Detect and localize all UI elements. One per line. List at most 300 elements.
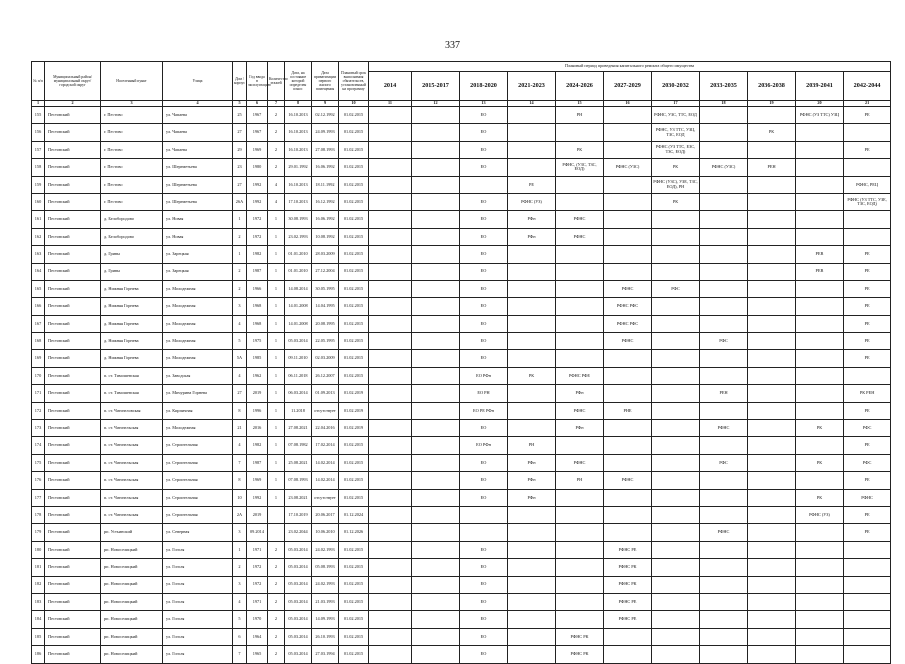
plan-period-cell — [652, 576, 700, 593]
plan-period-cell: РФС — [844, 420, 891, 437]
header-street: Улица — [163, 62, 233, 101]
plan-period-cell — [700, 280, 748, 297]
house-cell: 2 — [233, 228, 247, 245]
street-cell: ул. Шереметьева — [163, 193, 233, 210]
deadline-cell: 01.02.2015 — [339, 141, 369, 158]
plan-period-cell — [604, 107, 652, 124]
settlement-cell: г. Пестово — [101, 176, 163, 193]
table-row — [32, 472, 891, 489]
plan-period-cell — [796, 367, 844, 384]
wear-date-cell: 05.03.2014 — [285, 576, 312, 593]
deadline-cell: 01.02.2015 — [339, 211, 369, 228]
deadline-cell: 01.02.2015 — [339, 350, 369, 367]
plan-period-cell — [508, 420, 556, 437]
plan-period-cell — [604, 193, 652, 210]
plan-period-cell — [460, 176, 508, 193]
plan-period-cell — [700, 176, 748, 193]
header-wear-date: Дата, на состояние которой определен износ — [285, 62, 312, 101]
plan-period-cell — [700, 576, 748, 593]
plan-period-cell — [700, 263, 748, 280]
municipality-cell: Пестовский — [45, 611, 101, 628]
privatization-date-cell: 26.10.1993 — [312, 628, 339, 645]
table-row — [32, 350, 891, 367]
settlement-cell: рп. Новоселицкий — [101, 646, 163, 663]
row-number-cell: 173 — [32, 420, 45, 437]
plan-period-cell — [700, 628, 748, 645]
plan-period-cell — [748, 385, 796, 402]
floors-cell: 1 — [268, 350, 285, 367]
plan-period-cell — [796, 141, 844, 158]
table-row — [32, 506, 891, 523]
municipality-cell: Пестовский — [45, 193, 101, 210]
plan-period-cell — [556, 124, 604, 141]
house-cell: 8 — [233, 402, 247, 419]
plan-period-cell — [796, 402, 844, 419]
plan-period-cell — [412, 489, 460, 506]
plan-period-cell — [796, 124, 844, 141]
municipality-cell: Пестовский — [45, 159, 101, 176]
plan-period-cell — [844, 559, 891, 576]
plan-period-cell: РЕ — [844, 437, 891, 454]
plan-period-cell — [748, 593, 796, 610]
header-year: 2027-2029 — [604, 72, 652, 101]
year-built-cell: 1980 — [247, 159, 268, 176]
plan-period-cell — [652, 211, 700, 228]
plan-period-cell — [369, 506, 412, 523]
plan-period-cell — [508, 333, 556, 350]
row-number-cell: 175 — [32, 454, 45, 471]
plan-period-cell — [796, 228, 844, 245]
plan-period-cell: РФНС (УЗ ТТС) УЗЦ — [796, 107, 844, 124]
plan-period-cell — [796, 176, 844, 193]
municipality-cell: Пестовский — [45, 211, 101, 228]
plan-period-cell — [796, 437, 844, 454]
privatization-date-cell: 22.05.1995 — [312, 333, 339, 350]
year-built-cell: 1992 — [247, 176, 268, 193]
year-built-cell: 1985 — [247, 350, 268, 367]
street-cell: ул. Молодежная — [163, 298, 233, 315]
plan-period-cell: РФНС РЕ — [604, 593, 652, 610]
plan-period-cell — [508, 506, 556, 523]
plan-period-cell — [369, 246, 412, 263]
year-built-cell: 1992 — [247, 489, 268, 506]
table-row — [32, 159, 891, 176]
plan-period-cell — [604, 524, 652, 541]
plan-period-cell — [369, 107, 412, 124]
plan-period-cell — [700, 611, 748, 628]
plan-period-cell: ЕО — [460, 472, 508, 489]
row-number-cell: 164 — [32, 263, 45, 280]
table-row — [32, 298, 891, 315]
wear-date-cell: 23.08.2021 — [285, 489, 312, 506]
plan-period-cell — [460, 524, 508, 541]
plan-period-cell: РФНС РЕ — [604, 611, 652, 628]
plan-period-cell — [796, 541, 844, 558]
privatization-date-cell: отсутствует — [312, 402, 339, 419]
municipality-cell: Пестовский — [45, 420, 101, 437]
deadline-cell: 01.02.2015 — [339, 280, 369, 297]
plan-period-cell: РЕН — [700, 385, 748, 402]
municipality-cell: Пестовский — [45, 472, 101, 489]
plan-period-cell — [369, 159, 412, 176]
plan-period-cell: РФНС РК — [556, 628, 604, 645]
plan-period-cell — [748, 246, 796, 263]
table-row — [32, 402, 891, 419]
municipality-cell: Пестовский — [45, 367, 101, 384]
plan-period-cell: РФНС — [700, 420, 748, 437]
plan-period-cell — [369, 593, 412, 610]
year-built-cell: 1971 — [247, 593, 268, 610]
plan-period-cell — [412, 506, 460, 523]
column-number: 18 — [700, 101, 748, 107]
plan-period-cell — [652, 454, 700, 471]
plan-period-cell — [369, 646, 412, 663]
plan-period-cell — [796, 159, 844, 176]
privatization-date-cell: 26.12.2007 — [312, 367, 339, 384]
plan-period-cell — [700, 489, 748, 506]
street-cell: ул. Строительная — [163, 454, 233, 471]
deadline-cell: 01.02.2015 — [339, 228, 369, 245]
plan-period-cell — [796, 350, 844, 367]
year-built-cell: 09.2014 — [247, 524, 268, 541]
column-number: 20 — [796, 101, 844, 107]
settlement-cell: рп. Новоселицкий — [101, 541, 163, 558]
plan-period-cell — [556, 315, 604, 332]
house-cell: 26А — [233, 193, 247, 210]
settlement-cell: п. ст. Чатизельская — [101, 454, 163, 471]
plan-period-cell — [369, 141, 412, 158]
plan-period-cell — [508, 246, 556, 263]
column-number: 13 — [460, 101, 508, 107]
column-number: 8 — [285, 101, 312, 107]
plan-period-cell — [556, 298, 604, 315]
plan-period-cell: РЕ — [844, 298, 891, 315]
floors-cell: 2 — [268, 628, 285, 645]
municipality-cell: Пестовский — [45, 402, 101, 419]
plan-period-cell — [748, 628, 796, 645]
municipality-cell: Пестовский — [45, 628, 101, 645]
plan-period-cell — [604, 646, 652, 663]
plan-period-cell — [844, 628, 891, 645]
plan-period-cell — [700, 350, 748, 367]
header-year: 2015-2017 — [412, 72, 460, 101]
column-number: 1 — [32, 101, 45, 107]
plan-period-cell: ЕО РН — [460, 385, 508, 402]
privatization-date-cell: 14.02.2014 — [312, 454, 339, 471]
street-cell: ул. Новая — [163, 211, 233, 228]
privatization-date-cell: 14.04.1995 — [312, 298, 339, 315]
settlement-cell: г. Пестово — [101, 107, 163, 124]
plan-period-cell — [412, 333, 460, 350]
settlement-cell: д. Гривы — [101, 263, 163, 280]
plan-period-cell — [412, 228, 460, 245]
plan-period-cell: ЕО — [460, 420, 508, 437]
plan-period-cell: РК — [508, 367, 556, 384]
header-municipality: Муниципальный район/муниципальный округ/городской округ — [45, 62, 101, 101]
deadline-cell: 01.02.2019 — [339, 402, 369, 419]
wear-date-cell: 14.01.2008 — [285, 298, 312, 315]
plan-period-cell — [844, 611, 891, 628]
house-cell: 4 — [233, 593, 247, 610]
plan-period-cell — [369, 437, 412, 454]
plan-period-cell — [412, 107, 460, 124]
plan-period-cell — [508, 124, 556, 141]
plan-period-cell — [748, 315, 796, 332]
municipality-cell: Пестовский — [45, 315, 101, 332]
plan-period-cell: РЕ — [844, 506, 891, 523]
floors-cell: 1 — [268, 437, 285, 454]
plan-period-cell — [508, 107, 556, 124]
capital-repair-table — [31, 61, 891, 664]
municipality-cell: Пестовский — [45, 385, 101, 402]
plan-period-cell — [700, 141, 748, 158]
deadline-cell: 01.02.2015 — [339, 541, 369, 558]
plan-period-cell — [412, 298, 460, 315]
plan-period-cell — [748, 193, 796, 210]
plan-period-cell: РФн — [508, 211, 556, 228]
row-number-cell: 159 — [32, 176, 45, 193]
plan-period-cell: ЕО — [460, 611, 508, 628]
plan-period-cell: РФНС — [844, 489, 891, 506]
header-year: 2039-2041 — [796, 72, 844, 101]
plan-period-cell — [796, 559, 844, 576]
plan-period-cell — [700, 124, 748, 141]
plan-period-cell — [604, 385, 652, 402]
settlement-cell: рп. Новоселицкий — [101, 611, 163, 628]
wear-date-cell: 23.02.1993 — [285, 228, 312, 245]
plan-period-cell — [700, 211, 748, 228]
plan-period-cell — [748, 611, 796, 628]
wear-date-cell: 06.03.2014 — [285, 385, 312, 402]
row-number-cell: 184 — [32, 611, 45, 628]
row-number-cell: 168 — [32, 333, 45, 350]
plan-period-cell: ЕО — [460, 315, 508, 332]
plan-period-cell — [508, 611, 556, 628]
column-number: 3 — [101, 101, 163, 107]
municipality-cell: Пестовский — [45, 350, 101, 367]
table-row — [32, 367, 891, 384]
plan-period-cell — [412, 246, 460, 263]
header-first-privatization: Дата приватизации первого жилого помещения — [312, 62, 339, 101]
floors-cell: 4 — [268, 176, 285, 193]
year-built-cell: 1972 — [247, 211, 268, 228]
table-row — [32, 333, 891, 350]
plan-period-cell: РФНС, УЗ ТТС, УЗЦ, ТЗС, ЕОД — [652, 124, 700, 141]
plan-period-cell — [748, 420, 796, 437]
plan-period-cell — [412, 176, 460, 193]
street-cell: ул. Гоголя — [163, 611, 233, 628]
plan-period-cell — [748, 280, 796, 297]
table-row — [32, 541, 891, 558]
floors-cell — [268, 506, 285, 523]
municipality-cell: Пестовский — [45, 454, 101, 471]
house-cell: 2А — [233, 506, 247, 523]
plan-period-cell: РК РЕН — [844, 385, 891, 402]
plan-period-cell — [844, 593, 891, 610]
plan-period-cell — [748, 263, 796, 280]
house-cell: 27 — [233, 176, 247, 193]
house-cell: 5 — [233, 611, 247, 628]
municipality-cell: Пестовский — [45, 593, 101, 610]
municipality-cell: Пестовский — [45, 333, 101, 350]
column-number: 12 — [412, 101, 460, 107]
wear-date-cell: 14.08.2014 — [285, 280, 312, 297]
plan-period-cell: РФНС, (УЗС, ТЗС, ЕОД) — [556, 159, 604, 176]
plan-period-cell — [748, 333, 796, 350]
plan-period-cell — [369, 454, 412, 471]
column-number: 10 — [339, 101, 369, 107]
street-cell: ул. Мичурина Горнева — [163, 385, 233, 402]
plan-period-cell — [412, 437, 460, 454]
header-year: 2024-2026 — [556, 72, 604, 101]
privatization-date-cell: 27.08.1993 — [312, 141, 339, 158]
privatization-date-cell: 10.06.2010 — [312, 524, 339, 541]
plan-period-cell — [412, 576, 460, 593]
table-row — [32, 193, 891, 210]
plan-period-cell — [556, 263, 604, 280]
plan-period-cell — [748, 298, 796, 315]
wear-date-cell: 16.10.2013 — [285, 141, 312, 158]
wear-date-cell: 11.2018 — [285, 402, 312, 419]
plan-period-cell — [508, 402, 556, 419]
plan-period-cell: РФНС, УЗС, ТТС, ЕОД — [652, 107, 700, 124]
deadline-cell: 01.02.2019 — [339, 385, 369, 402]
plan-period-cell: ЕО — [460, 489, 508, 506]
plan-period-cell — [652, 385, 700, 402]
plan-period-cell — [604, 141, 652, 158]
column-number: 5 — [233, 101, 247, 107]
plan-period-cell — [652, 611, 700, 628]
wear-date-cell: 16.10.2013 — [285, 124, 312, 141]
plan-period-cell — [556, 559, 604, 576]
row-number-cell: 162 — [32, 228, 45, 245]
privatization-date-cell: 24.02.1993 — [312, 576, 339, 593]
house-cell: 27 — [233, 124, 247, 141]
plan-period-cell — [369, 576, 412, 593]
deadline-cell: 01.02.2015 — [339, 124, 369, 141]
year-built-cell: 1969 — [247, 472, 268, 489]
deadline-cell: 01.02.2015 — [339, 176, 369, 193]
street-cell: ул. Гоголя — [163, 576, 233, 593]
plan-period-cell: РФНС — [556, 402, 604, 419]
deadline-cell: 01.02.2015 — [339, 263, 369, 280]
year-built-cell: 1992 — [247, 193, 268, 210]
plan-period-cell — [748, 454, 796, 471]
table-row — [32, 385, 891, 402]
year-built-cell: 1966 — [247, 280, 268, 297]
plan-period-cell — [604, 367, 652, 384]
header-floors: Количество этажей — [268, 62, 285, 101]
wear-date-cell: 05.03.2014 — [285, 646, 312, 663]
floors-cell: 2 — [268, 107, 285, 124]
street-cell: ул. Гоголя — [163, 593, 233, 610]
plan-period-cell: РФн — [508, 454, 556, 471]
privatization-date-cell: 18.11.1992 — [312, 176, 339, 193]
street-cell: ул. Новая — [163, 228, 233, 245]
table-row — [32, 489, 891, 506]
column-number: 17 — [652, 101, 700, 107]
year-built-cell: 1972 — [247, 228, 268, 245]
row-number-cell: 180 — [32, 541, 45, 558]
plan-period-cell — [508, 263, 556, 280]
plan-period-cell — [748, 211, 796, 228]
plan-period-cell — [748, 646, 796, 663]
plan-period-cell — [700, 228, 748, 245]
row-number-cell: 183 — [32, 593, 45, 610]
plan-period-cell — [369, 420, 412, 437]
floors-cell: 2 — [268, 541, 285, 558]
row-number-cell: 156 — [32, 124, 45, 141]
settlement-cell: п. ст. Чатизельская — [101, 437, 163, 454]
plan-period-cell — [508, 593, 556, 610]
plan-period-cell — [369, 176, 412, 193]
plan-period-cell — [604, 489, 652, 506]
municipality-cell: Пестовский — [45, 141, 101, 158]
plan-period-cell — [796, 333, 844, 350]
street-cell: ул. Чапаева — [163, 124, 233, 141]
deadline-cell: 01.02.2019 — [339, 420, 369, 437]
plan-period-cell — [556, 246, 604, 263]
plan-period-cell — [508, 576, 556, 593]
plan-period-cell: РЕ — [844, 350, 891, 367]
street-cell: ул. Строительная — [163, 489, 233, 506]
plan-period-cell — [508, 159, 556, 176]
row-number-cell: 177 — [32, 489, 45, 506]
deadline-cell: 01.02.2015 — [339, 107, 369, 124]
plan-period-cell — [604, 437, 652, 454]
plan-period-cell: РЕ — [844, 315, 891, 332]
plan-period-cell — [369, 263, 412, 280]
plan-period-cell — [508, 646, 556, 663]
year-built-cell: 1962 — [247, 367, 268, 384]
plan-period-cell: РФНС — [604, 280, 652, 297]
settlement-cell: д. Белобородово — [101, 228, 163, 245]
year-built-cell: 1982 — [247, 437, 268, 454]
plan-period-cell — [652, 350, 700, 367]
floors-cell: 1 — [268, 228, 285, 245]
plan-period-cell: РФн — [508, 472, 556, 489]
plan-period-cell — [556, 611, 604, 628]
plan-period-cell: РФНС РФС — [604, 315, 652, 332]
deadline-cell: 01.02.2015 — [339, 159, 369, 176]
floors-cell: 2 — [268, 646, 285, 663]
column-number: 4 — [163, 101, 233, 107]
plan-period-cell — [604, 628, 652, 645]
plan-period-cell — [652, 437, 700, 454]
floors-cell: 1 — [268, 385, 285, 402]
municipality-cell: Пестовский — [45, 298, 101, 315]
plan-period-cell: ЕО РФн — [460, 367, 508, 384]
plan-period-cell: ЕО РЕ РФн — [460, 402, 508, 419]
plan-period-cell: РЕ — [844, 333, 891, 350]
plan-period-cell — [508, 559, 556, 576]
wear-date-cell: 27.08.2021 — [285, 420, 312, 437]
street-cell: ул. Молодежная — [163, 315, 233, 332]
plan-period-cell — [748, 141, 796, 158]
plan-period-cell: РЕ — [844, 246, 891, 263]
privatization-date-cell: 16.06.1992 — [312, 159, 339, 176]
plan-period-cell: РФНС РЕ — [604, 541, 652, 558]
settlement-cell: рп. Новоселицкий — [101, 628, 163, 645]
plan-period-cell: РЕН — [748, 159, 796, 176]
plan-period-cell: РЕ — [844, 280, 891, 297]
plan-period-cell: ЕО — [460, 280, 508, 297]
settlement-cell: д. Нижняя Горнева — [101, 333, 163, 350]
plan-period-cell: РЕ — [844, 402, 891, 419]
house-cell: 10 — [233, 489, 247, 506]
plan-period-cell — [508, 385, 556, 402]
plan-period-cell: РФНС (УЗС) — [604, 159, 652, 176]
